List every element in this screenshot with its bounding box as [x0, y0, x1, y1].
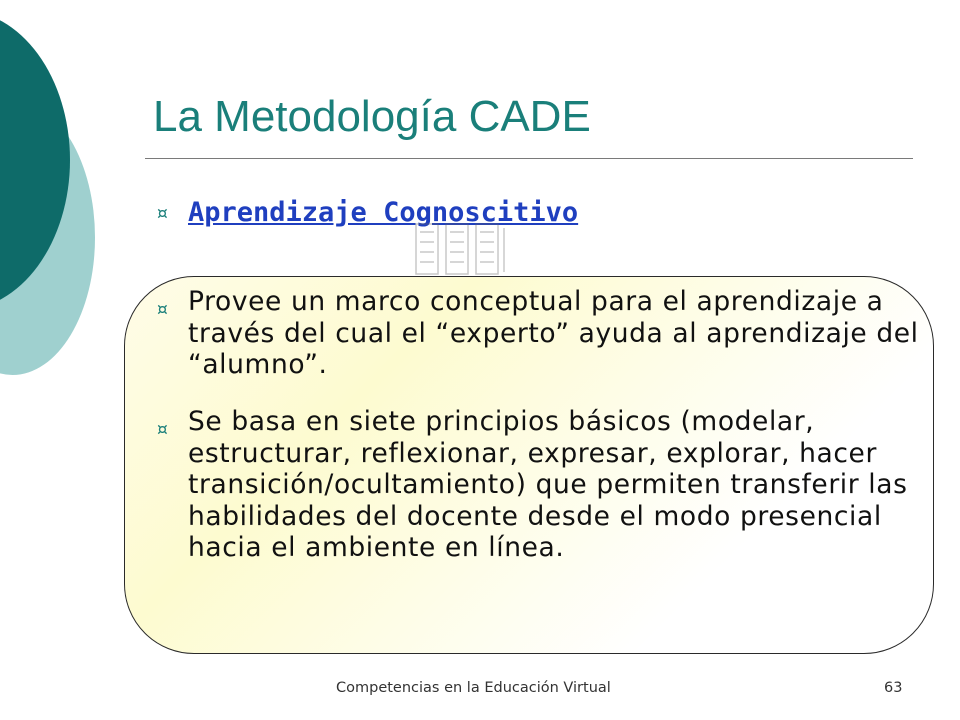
paragraph-2: Se basa en siete principios básicos (modelar, estructurar, reflexionar, expresar, explorar, hacer transición/ocultamiento) que permiten transferir las habilidades del docente desde el modo presencial hacia el ambiente en línea.	[188, 406, 908, 563]
paragraph-1: Provee un marco conceptual para el aprendizaje a través del cual el “experto” ayuda al aprendizaje del “alumno”.	[188, 286, 919, 380]
bullet-icon: ¤	[157, 300, 168, 320]
page-number: 63	[884, 680, 903, 696]
bullet-icon: ¤	[157, 420, 168, 440]
faded-logo-image	[410, 220, 518, 278]
heading-link[interactable]: Aprendizaje Cognoscitivo	[188, 197, 579, 228]
slide-title: La Metodología CADE	[153, 92, 591, 141]
bullet-icon: ¤	[157, 204, 168, 224]
footer-text: Competencias en la Educación Virtual	[336, 680, 611, 696]
title-divider	[145, 158, 913, 159]
